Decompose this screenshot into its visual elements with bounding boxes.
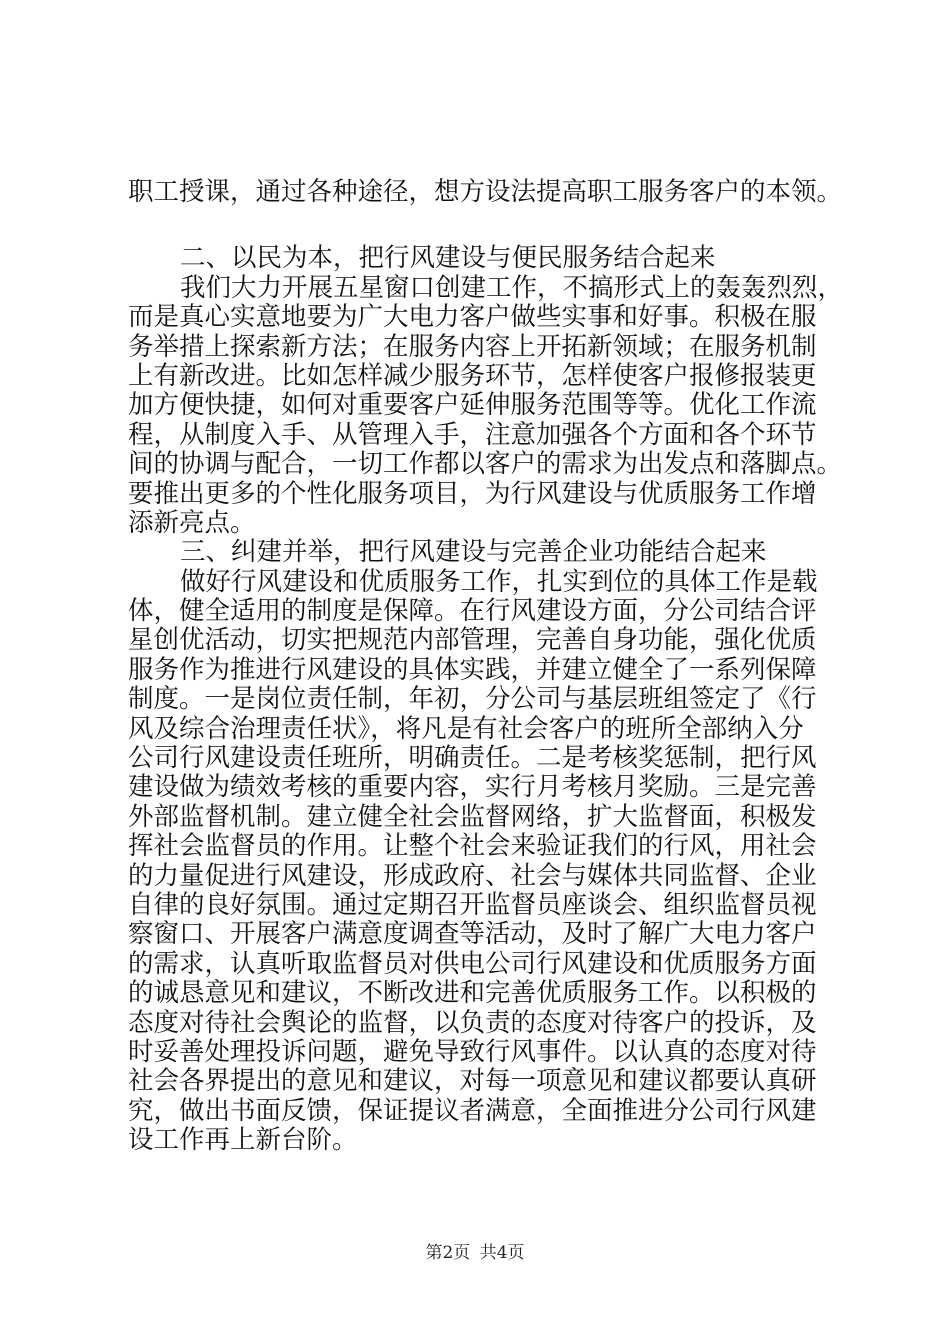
paragraph-line: 间的协调与配合，一切工作都以客户的需求为出发点和落脚点。 bbox=[128, 449, 843, 480]
paragraph-line: 设工作再上新台阶。 bbox=[128, 1125, 358, 1156]
paragraph-line: 态度对待社会舆论的监督，以负责的态度对待客户的投诉，及 bbox=[128, 1007, 817, 1038]
paragraph-line: 服务作为推进行风建设的具体实践，并建立健全了一系列保障 bbox=[128, 654, 817, 685]
paragraph-line: 职工授课，通过各种途径，想方设法提高职工服务客户的本领。 bbox=[128, 177, 843, 207]
paragraph-line: 自律的良好氛围。通过定期召开监督员座谈会、组织监督员视 bbox=[128, 889, 817, 920]
paragraph-line: 我们大力开展五星窗口创建工作，不搞形式上的轰轰烈烈， bbox=[180, 272, 844, 303]
paragraph-line: 究，做出书面反馈，保证提议者满意，全面推进分公司行风建 bbox=[128, 1095, 817, 1126]
paragraph-line: 要推出更多的个性化服务项目，为行风建设与优质服务工作增 bbox=[128, 478, 817, 509]
page-footer bbox=[0, 1242, 950, 1264]
paragraph-line: 务举措上探索新方法；在服务内容上开拓新领域；在服务机制 bbox=[128, 331, 817, 362]
paragraph-line: 的需求，认真听取监督员对供电公司行风建设和优质服务方面 bbox=[128, 948, 817, 979]
paragraph-line: 上有新改进。比如怎样减少服务环节，怎样使客户报修报装更 bbox=[128, 360, 817, 391]
document-body bbox=[128, 178, 848, 1156]
paragraph-line: 时妥善处理投诉问题，避免导致行风事件。以认真的态度对待 bbox=[128, 1036, 817, 1067]
paragraph-line: 加方便快捷，如何对重要客户延伸服务范围等等。优化工作流 bbox=[128, 390, 817, 421]
paragraph-line: 制度。一是岗位责任制，年初，分公司与基层班组签定了《行 bbox=[128, 684, 817, 715]
paragraph-line: 察窗口、开展客户满意度调查等活动，及时了解广大电力客户 bbox=[128, 919, 817, 950]
paragraph-line: 建设做为绩效考核的重要内容，实行月考核月奖励。三是完善 bbox=[128, 772, 817, 803]
section-heading-2: 二、以民为本，把行风建设与便民服务结合起来 bbox=[180, 243, 716, 274]
paragraph-line: 程，从制度入手、从管理入手，注意加强各个方面和各个环节 bbox=[128, 419, 817, 450]
paragraph-line: 添新亮点。 bbox=[128, 507, 256, 538]
paragraph-line: 的力量促进行风建设，形成政府、社会与媒体共同监督、企业 bbox=[128, 860, 817, 891]
paragraph-line: 风及综合治理责任状》，将凡是有社会客户的班所全部纳入分 bbox=[128, 713, 804, 744]
section-heading-3: 三、纠建并举，把行风建设与完善企业功能结合起来 bbox=[180, 537, 767, 568]
paragraph-line: 公司行风建设责任班所，明确责任。二是考核奖惩制，把行风 bbox=[128, 743, 817, 774]
paragraph-line: 体，健全适用的制度是保障。在行风建设方面，分公司结合评 bbox=[128, 596, 817, 627]
paragraph-line: 做好行风建设和优质服务工作，扎实到位的具体工作是载 bbox=[180, 566, 818, 597]
paragraph-line: 星创优活动，切实把规范内部管理，完善自身功能，强化优质 bbox=[128, 625, 817, 656]
paragraph-line: 社会各界提出的意见和建议，对每一项意见和建议都要认真研 bbox=[128, 1066, 817, 1097]
paragraph-gap bbox=[128, 207, 848, 244]
paragraph-line: 外部监督机制。建立健全社会监督网络，扩大监督面，积极发 bbox=[128, 801, 817, 832]
page-total: 共4页 bbox=[479, 1243, 525, 1263]
page-number: 第2页 bbox=[425, 1243, 471, 1263]
paragraph-line: 而是真心实意地要为广大电力客户做些实事和好事。积极在服 bbox=[128, 302, 817, 333]
paragraph-line: 挥社会监督员的作用。让整个社会来验证我们的行风，用社会 bbox=[128, 831, 817, 862]
paragraph-line: 的诚恳意见和建议，不断改进和完善优质服务工作。以积极的 bbox=[128, 978, 817, 1009]
